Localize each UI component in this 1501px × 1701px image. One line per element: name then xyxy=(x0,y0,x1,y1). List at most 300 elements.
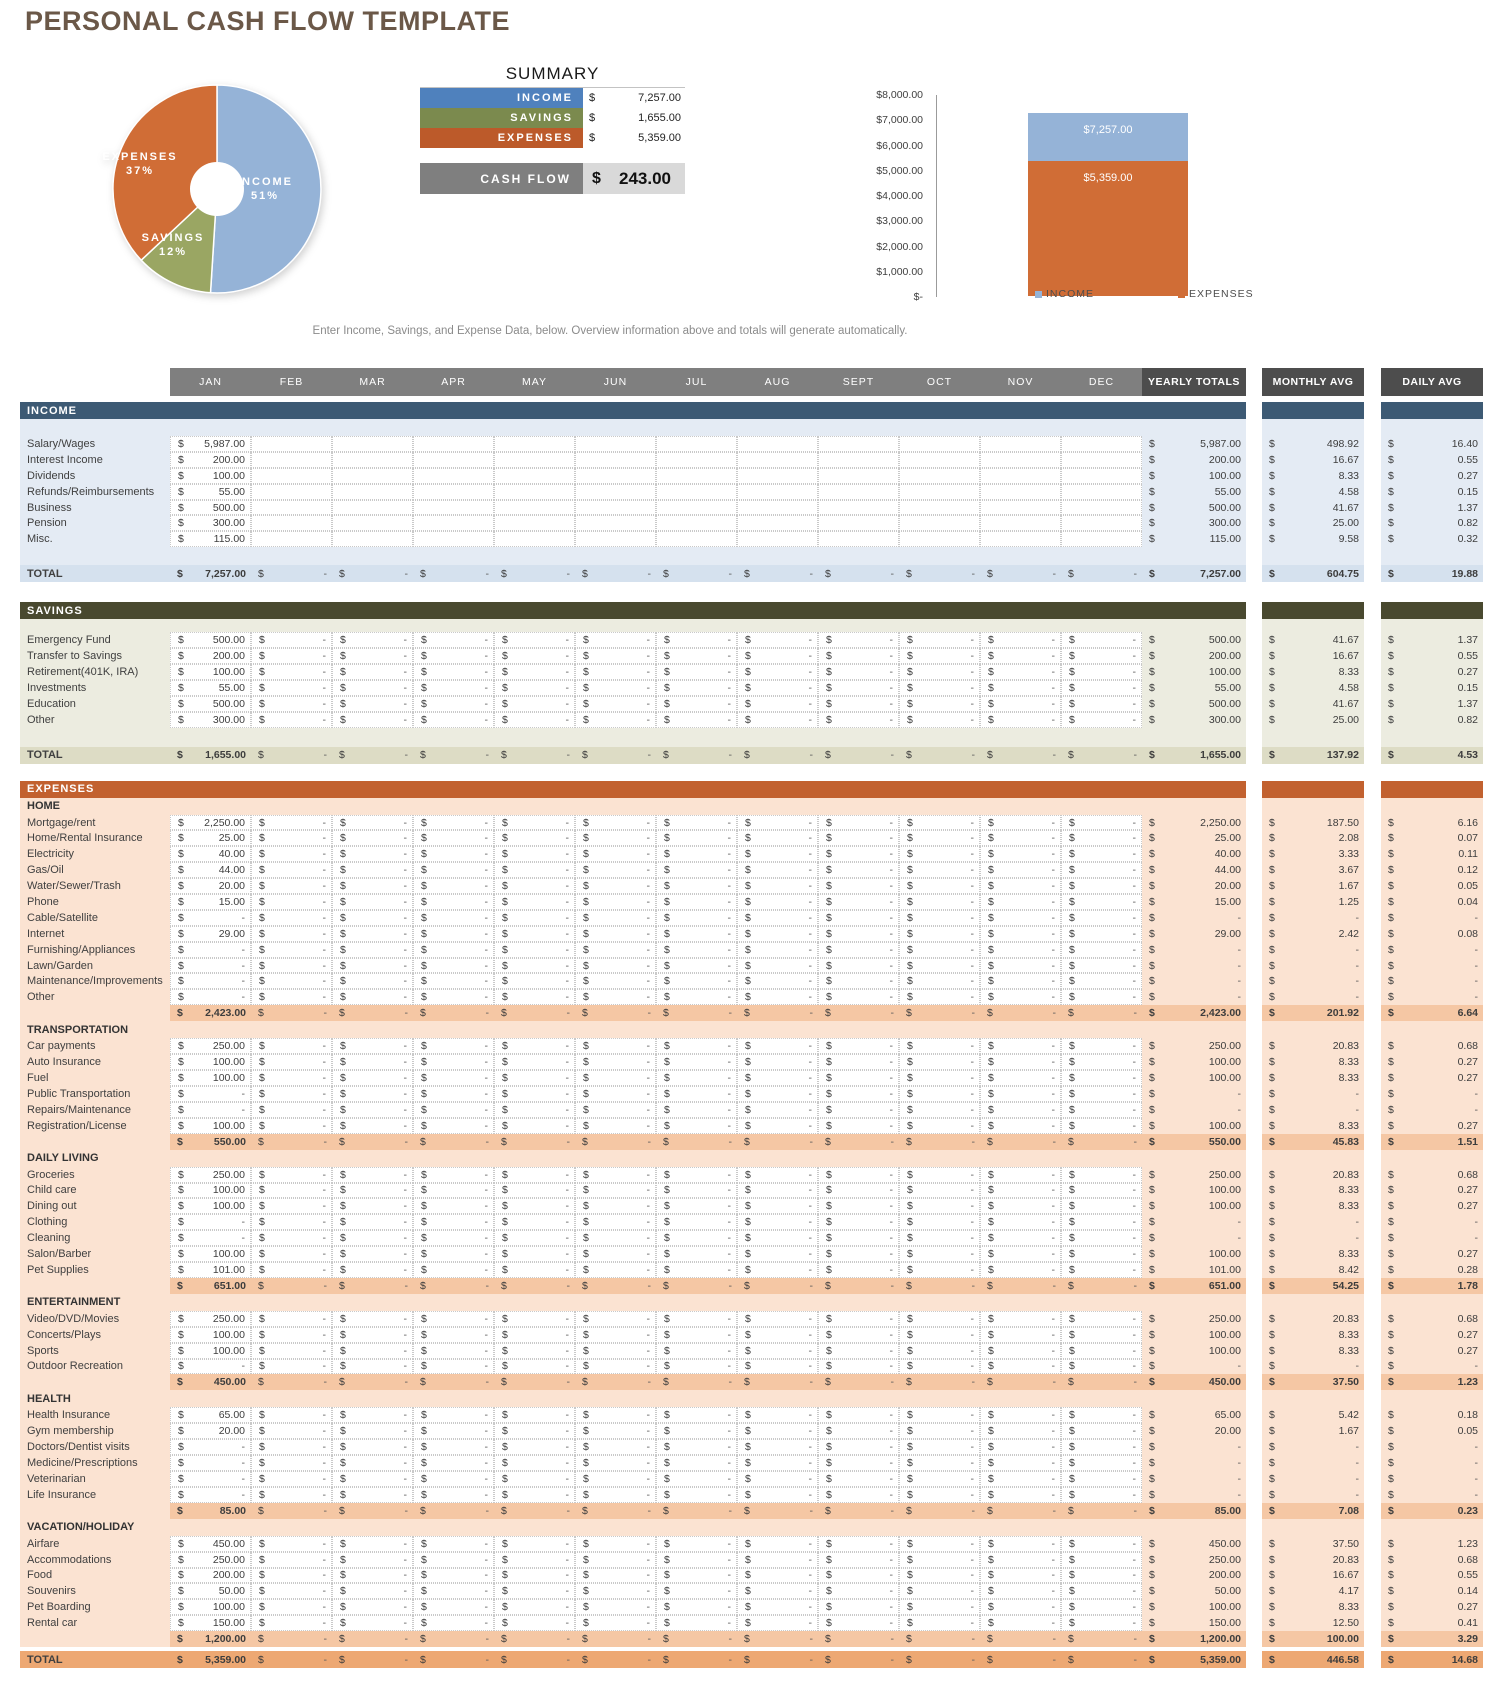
month-cell[interactable]: $ - xyxy=(575,1262,656,1278)
summary-savings-value-cell[interactable] xyxy=(583,108,685,128)
month-cell[interactable] xyxy=(332,436,413,452)
daily-avg-cell[interactable]: $ 0.27 xyxy=(1381,1246,1483,1262)
yearly-total-cell[interactable]: $ 100.00 xyxy=(1142,1118,1246,1134)
month-cell-jan[interactable]: $ - xyxy=(170,1487,251,1503)
subtotal-month-cell[interactable]: $ - xyxy=(1061,1374,1142,1390)
month-cell[interactable]: $ - xyxy=(251,973,332,989)
month-cell-jan[interactable]: $ - xyxy=(170,1102,251,1118)
monthly-avg-cell[interactable]: $ - xyxy=(1262,1214,1364,1230)
monthly-avg-cell[interactable]: $ 41.67 xyxy=(1262,632,1364,648)
daily-avg-cell[interactable]: $ - xyxy=(1381,1439,1483,1455)
month-cell[interactable]: $ - xyxy=(1061,862,1142,878)
month-cell[interactable] xyxy=(818,531,899,547)
yearly-total-cell[interactable]: $ 250.00 xyxy=(1142,1167,1246,1183)
yearly-total-cell[interactable]: $ 65.00 xyxy=(1142,1407,1246,1423)
row-label[interactable]: Child care xyxy=(20,1183,170,1199)
total-month-cell[interactable]: $ - xyxy=(737,747,818,764)
monthly-avg-cell[interactable]: $ 9.58 xyxy=(1262,531,1364,547)
month-cell[interactable]: $ - xyxy=(251,696,332,712)
month-cell[interactable]: $ - xyxy=(332,862,413,878)
yearly-total-cell[interactable]: $ - xyxy=(1142,1230,1246,1246)
total-month-cell[interactable]: $ - xyxy=(575,1651,656,1668)
subtotal-yearly-cell[interactable]: $ 1,200.00 xyxy=(1142,1631,1246,1647)
monthly-avg-cell[interactable]: $ - xyxy=(1262,1086,1364,1102)
month-cell[interactable]: $ - xyxy=(332,1343,413,1359)
month-cell[interactable]: $ - xyxy=(980,1311,1061,1327)
monthly-avg-cell[interactable]: $ 16.67 xyxy=(1262,1568,1364,1584)
yearly-total-cell[interactable]: $ 200.00 xyxy=(1142,1568,1246,1584)
month-cell[interactable]: $ - xyxy=(656,1536,737,1552)
total-daily-cell[interactable]: $ 19.88 xyxy=(1381,565,1483,582)
month-cell[interactable]: $ - xyxy=(251,958,332,974)
month-cell[interactable]: $ - xyxy=(656,989,737,1005)
yearly-total-cell[interactable]: $ 500.00 xyxy=(1142,632,1246,648)
month-cell[interactable]: $ - xyxy=(980,1439,1061,1455)
month-cell[interactable]: $ - xyxy=(656,1423,737,1439)
month-cell[interactable]: $ - xyxy=(575,1536,656,1552)
subtotal-daily-cell[interactable]: $ 1.51 xyxy=(1381,1134,1483,1150)
row-label[interactable]: Video/DVD/Movies xyxy=(20,1311,170,1327)
month-cell[interactable]: $ - xyxy=(656,1599,737,1615)
monthly-avg-cell[interactable]: $ - xyxy=(1262,1455,1364,1471)
month-cell[interactable]: $ - xyxy=(494,1552,575,1568)
month-cell[interactable]: $ - xyxy=(413,910,494,926)
month-cell[interactable]: $ - xyxy=(1061,1262,1142,1278)
month-cell[interactable]: $ - xyxy=(575,815,656,831)
month-cell[interactable]: $ - xyxy=(899,1327,980,1343)
monthly-avg-cell[interactable]: $ 4.58 xyxy=(1262,484,1364,500)
month-cell[interactable]: $ - xyxy=(413,1423,494,1439)
month-cell[interactable]: $ - xyxy=(656,664,737,680)
total-month-cell[interactable]: $ - xyxy=(251,565,332,582)
month-cell[interactable]: $ - xyxy=(818,1615,899,1631)
month-cell[interactable]: $ - xyxy=(575,926,656,942)
month-cell[interactable]: $ - xyxy=(1061,1471,1142,1487)
row-label[interactable]: Life Insurance xyxy=(20,1487,170,1503)
month-cell-jan[interactable]: $ 20.00 xyxy=(170,878,251,894)
month-cell[interactable]: $ - xyxy=(818,1102,899,1118)
row-label[interactable]: Groceries xyxy=(20,1167,170,1183)
month-cell[interactable]: $ - xyxy=(494,1568,575,1584)
month-cell[interactable]: $ - xyxy=(413,1343,494,1359)
month-cell[interactable]: $ - xyxy=(737,1407,818,1423)
month-cell[interactable]: $ - xyxy=(818,942,899,958)
month-cell[interactable] xyxy=(899,500,980,516)
subtotal-month-cell[interactable]: $ - xyxy=(332,1278,413,1294)
subtotal-month-cell[interactable]: $ - xyxy=(980,1278,1061,1294)
daily-avg-cell[interactable]: $ 0.55 xyxy=(1381,452,1483,468)
month-cell-jan[interactable]: $ 2,250.00 xyxy=(170,815,251,831)
month-cell[interactable]: $ - xyxy=(575,632,656,648)
daily-avg-cell[interactable]: $ 0.15 xyxy=(1381,484,1483,500)
month-cell[interactable]: $ - xyxy=(656,878,737,894)
monthly-avg-cell[interactable]: $ 3.67 xyxy=(1262,862,1364,878)
month-cell[interactable]: $ - xyxy=(656,830,737,846)
month-cell[interactable]: $ - xyxy=(1061,1487,1142,1503)
daily-avg-cell[interactable]: $ 0.27 xyxy=(1381,664,1483,680)
month-cell[interactable]: $ - xyxy=(332,1583,413,1599)
month-cell[interactable]: $ - xyxy=(494,1455,575,1471)
month-cell[interactable]: $ - xyxy=(656,1167,737,1183)
month-cell[interactable]: $ - xyxy=(737,1070,818,1086)
month-cell[interactable]: $ - xyxy=(737,1359,818,1375)
row-label[interactable]: Airfare xyxy=(20,1536,170,1552)
month-cell[interactable]: $ - xyxy=(656,1102,737,1118)
yearly-total-cell[interactable]: $ 100.00 xyxy=(1142,1054,1246,1070)
month-cell[interactable]: $ - xyxy=(1061,1552,1142,1568)
month-cell[interactable] xyxy=(818,484,899,500)
month-cell[interactable]: $ - xyxy=(818,1038,899,1054)
monthly-avg-cell[interactable]: $ 1.67 xyxy=(1262,878,1364,894)
month-cell[interactable]: $ - xyxy=(980,1262,1061,1278)
subtotal-month-cell[interactable]: $ - xyxy=(899,1134,980,1150)
yearly-total-cell[interactable]: $ 40.00 xyxy=(1142,846,1246,862)
month-cell[interactable]: $ - xyxy=(899,973,980,989)
month-cell[interactable]: $ - xyxy=(332,1230,413,1246)
subtotal-month-cell[interactable]: $ - xyxy=(899,1374,980,1390)
subtotal-month-cell[interactable]: $ - xyxy=(818,1278,899,1294)
month-cell[interactable]: $ - xyxy=(413,1102,494,1118)
month-cell-jan[interactable]: $ 5,987.00 xyxy=(170,436,251,452)
month-cell[interactable]: $ - xyxy=(575,680,656,696)
month-cell[interactable]: $ - xyxy=(980,1583,1061,1599)
month-cell[interactable]: $ - xyxy=(494,1599,575,1615)
month-cell[interactable] xyxy=(494,436,575,452)
subtotal-month-cell[interactable]: $ - xyxy=(413,1005,494,1021)
row-label[interactable]: Retirement(401K, IRA) xyxy=(20,664,170,680)
monthly-avg-cell[interactable]: $ 8.33 xyxy=(1262,1327,1364,1343)
daily-avg-cell[interactable]: $ 0.82 xyxy=(1381,712,1483,728)
month-cell[interactable]: $ - xyxy=(899,1552,980,1568)
daily-avg-cell[interactable]: $ 0.27 xyxy=(1381,1327,1483,1343)
month-cell[interactable]: $ - xyxy=(818,910,899,926)
month-cell[interactable] xyxy=(899,452,980,468)
row-label[interactable]: Cleaning xyxy=(20,1230,170,1246)
month-cell[interactable]: $ - xyxy=(251,862,332,878)
month-cell[interactable]: $ - xyxy=(494,958,575,974)
subtotal-monthly-cell[interactable]: $ 201.92 xyxy=(1262,1005,1364,1021)
monthly-avg-cell[interactable]: $ 8.33 xyxy=(1262,1054,1364,1070)
month-cell-jan[interactable]: $ - xyxy=(170,1214,251,1230)
month-cell[interactable]: $ - xyxy=(413,1246,494,1262)
yearly-total-cell[interactable]: $ 100.00 xyxy=(1142,1246,1246,1262)
month-cell[interactable]: $ - xyxy=(413,894,494,910)
month-cell[interactable]: $ - xyxy=(818,664,899,680)
month-cell[interactable]: $ - xyxy=(575,1407,656,1423)
month-cell[interactable]: $ - xyxy=(818,1552,899,1568)
month-cell[interactable]: $ - xyxy=(575,894,656,910)
total-month-cell[interactable]: $ - xyxy=(980,747,1061,764)
month-cell[interactable]: $ - xyxy=(494,632,575,648)
month-cell[interactable]: $ - xyxy=(899,1118,980,1134)
month-cell[interactable] xyxy=(413,468,494,484)
daily-avg-cell[interactable]: $ 0.27 xyxy=(1381,1183,1483,1199)
month-cell[interactable]: $ - xyxy=(575,648,656,664)
month-cell[interactable]: $ - xyxy=(251,815,332,831)
month-cell[interactable]: $ - xyxy=(332,1439,413,1455)
month-cell[interactable] xyxy=(494,452,575,468)
month-cell[interactable]: $ - xyxy=(1061,1407,1142,1423)
daily-avg-cell[interactable]: $ - xyxy=(1381,1471,1483,1487)
daily-avg-cell[interactable]: $ 0.11 xyxy=(1381,846,1483,862)
month-cell[interactable]: $ - xyxy=(980,958,1061,974)
month-cell[interactable]: $ - xyxy=(413,815,494,831)
total-month-cell[interactable]: $ - xyxy=(818,1651,899,1668)
monthly-avg-cell[interactable]: $ - xyxy=(1262,958,1364,974)
monthly-avg-cell[interactable]: $ 20.83 xyxy=(1262,1167,1364,1183)
month-cell[interactable]: $ - xyxy=(737,680,818,696)
month-cell[interactable]: $ - xyxy=(818,632,899,648)
row-label[interactable]: Mortgage/rent xyxy=(20,815,170,831)
row-label[interactable]: Food xyxy=(20,1568,170,1584)
month-cell[interactable]: $ - xyxy=(494,1487,575,1503)
month-cell[interactable]: $ - xyxy=(1061,1102,1142,1118)
row-label[interactable]: Rental car xyxy=(20,1615,170,1631)
month-cell[interactable]: $ - xyxy=(818,696,899,712)
month-cell[interactable]: $ - xyxy=(494,1439,575,1455)
total-month-cell[interactable]: $ - xyxy=(899,565,980,582)
row-label[interactable]: Accommodations xyxy=(20,1552,170,1568)
total-monthly-cell[interactable]: $ 604.75 xyxy=(1262,565,1364,582)
monthly-avg-cell[interactable]: $ - xyxy=(1262,942,1364,958)
month-cell[interactable] xyxy=(899,484,980,500)
row-label[interactable]: Clothing xyxy=(20,1214,170,1230)
month-cell[interactable]: $ - xyxy=(413,862,494,878)
month-cell-jan[interactable]: $ 200.00 xyxy=(170,1568,251,1584)
month-cell[interactable]: $ - xyxy=(818,1246,899,1262)
month-cell[interactable]: $ - xyxy=(899,1583,980,1599)
month-cell[interactable]: $ - xyxy=(818,1054,899,1070)
month-cell[interactable] xyxy=(818,452,899,468)
month-cell-jan[interactable]: $ - xyxy=(170,1439,251,1455)
month-cell[interactable]: $ - xyxy=(413,1439,494,1455)
month-cell[interactable] xyxy=(575,484,656,500)
month-cell[interactable]: $ - xyxy=(1061,1423,1142,1439)
month-cell[interactable]: $ - xyxy=(899,1230,980,1246)
month-cell[interactable] xyxy=(494,468,575,484)
month-cell[interactable]: $ - xyxy=(575,1327,656,1343)
month-cell[interactable]: $ - xyxy=(251,830,332,846)
month-cell[interactable]: $ - xyxy=(413,1054,494,1070)
subtotal-month-cell[interactable]: $ - xyxy=(656,1134,737,1150)
yearly-total-cell[interactable]: $ 200.00 xyxy=(1142,452,1246,468)
month-cell[interactable]: $ - xyxy=(980,910,1061,926)
month-cell[interactable]: $ - xyxy=(332,926,413,942)
month-cell-jan[interactable]: $ - xyxy=(170,989,251,1005)
month-cell[interactable]: $ - xyxy=(737,1536,818,1552)
row-label[interactable]: Pension xyxy=(20,515,170,531)
subtotal-month-cell[interactable]: $ - xyxy=(575,1503,656,1519)
month-cell[interactable]: $ - xyxy=(737,846,818,862)
month-cell[interactable]: $ - xyxy=(737,1327,818,1343)
daily-avg-cell[interactable]: $ 0.04 xyxy=(1381,894,1483,910)
month-cell[interactable]: $ - xyxy=(413,1568,494,1584)
subtotal-month-cell[interactable]: $ - xyxy=(656,1278,737,1294)
month-cell[interactable]: $ - xyxy=(1061,632,1142,648)
month-cell[interactable]: $ - xyxy=(899,696,980,712)
month-cell[interactable]: $ - xyxy=(332,878,413,894)
subtotal-month-cell[interactable]: $ - xyxy=(656,1374,737,1390)
month-cell[interactable]: $ - xyxy=(413,1615,494,1631)
month-cell[interactable]: $ - xyxy=(494,664,575,680)
month-cell[interactable]: $ - xyxy=(818,1471,899,1487)
month-cell[interactable]: $ - xyxy=(899,846,980,862)
month-cell[interactable] xyxy=(332,452,413,468)
subtotal-month-cell[interactable]: $ - xyxy=(332,1374,413,1390)
month-cell-jan[interactable]: $ 200.00 xyxy=(170,648,251,664)
month-cell[interactable]: $ - xyxy=(413,973,494,989)
month-cell[interactable]: $ - xyxy=(899,1487,980,1503)
month-cell[interactable] xyxy=(575,531,656,547)
month-cell[interactable]: $ - xyxy=(332,1262,413,1278)
month-cell[interactable]: $ - xyxy=(251,1230,332,1246)
month-cell[interactable]: $ - xyxy=(1061,894,1142,910)
month-cell[interactable]: $ - xyxy=(818,1167,899,1183)
month-cell[interactable]: $ - xyxy=(980,942,1061,958)
subtotal-month-cell[interactable]: $ - xyxy=(575,1278,656,1294)
month-cell[interactable]: $ - xyxy=(656,1359,737,1375)
month-cell[interactable]: $ - xyxy=(251,664,332,680)
row-label[interactable]: Souvenirs xyxy=(20,1583,170,1599)
month-cell[interactable]: $ - xyxy=(656,1311,737,1327)
subtotal-month-cell[interactable]: $ - xyxy=(818,1631,899,1647)
total-month-cell[interactable]: $ - xyxy=(332,747,413,764)
yearly-total-cell[interactable]: $ - xyxy=(1142,1086,1246,1102)
month-cell[interactable]: $ - xyxy=(575,1118,656,1134)
month-cell[interactable]: $ - xyxy=(818,1262,899,1278)
yearly-total-cell[interactable]: $ - xyxy=(1142,958,1246,974)
month-cell[interactable]: $ - xyxy=(980,664,1061,680)
subtotal-month-cell[interactable]: $ - xyxy=(737,1005,818,1021)
month-cell[interactable] xyxy=(899,531,980,547)
month-cell[interactable]: $ - xyxy=(332,648,413,664)
month-cell[interactable]: $ - xyxy=(899,680,980,696)
month-cell[interactable] xyxy=(980,515,1061,531)
month-cell[interactable]: $ - xyxy=(980,1487,1061,1503)
month-cell[interactable]: $ - xyxy=(656,942,737,958)
month-cell[interactable]: $ - xyxy=(413,632,494,648)
total-month-cell[interactable]: $ - xyxy=(899,747,980,764)
month-cell[interactable]: $ - xyxy=(737,1102,818,1118)
month-cell[interactable]: $ - xyxy=(899,878,980,894)
subtotal-month-cell[interactable]: $ - xyxy=(656,1631,737,1647)
month-cell[interactable]: $ - xyxy=(251,1262,332,1278)
month-cell[interactable]: $ - xyxy=(980,1327,1061,1343)
month-cell[interactable]: $ - xyxy=(737,1615,818,1631)
month-cell[interactable]: $ - xyxy=(332,830,413,846)
monthly-avg-cell[interactable]: $ - xyxy=(1262,1439,1364,1455)
monthly-avg-cell[interactable]: $ 25.00 xyxy=(1262,712,1364,728)
month-cell[interactable]: $ - xyxy=(656,1583,737,1599)
month-cell[interactable]: $ - xyxy=(980,1455,1061,1471)
month-cell-jan[interactable]: $ 101.00 xyxy=(170,1262,251,1278)
month-cell[interactable]: $ - xyxy=(818,712,899,728)
month-cell[interactable] xyxy=(251,468,332,484)
month-cell[interactable] xyxy=(980,452,1061,468)
month-cell[interactable]: $ - xyxy=(980,1471,1061,1487)
daily-avg-cell[interactable]: $ 0.07 xyxy=(1381,830,1483,846)
month-cell[interactable]: $ - xyxy=(980,1536,1061,1552)
month-cell[interactable]: $ - xyxy=(575,958,656,974)
subtotal-daily-cell[interactable]: $ 6.64 xyxy=(1381,1005,1483,1021)
month-cell[interactable]: $ - xyxy=(737,1487,818,1503)
month-cell[interactable]: $ - xyxy=(980,1086,1061,1102)
month-cell[interactable]: $ - xyxy=(980,1599,1061,1615)
month-cell[interactable]: $ - xyxy=(1061,1536,1142,1552)
row-label[interactable]: Other xyxy=(20,989,170,1005)
total-month-cell[interactable]: $ - xyxy=(575,565,656,582)
month-cell[interactable]: $ - xyxy=(1061,958,1142,974)
month-cell[interactable]: $ - xyxy=(494,926,575,942)
month-cell[interactable]: $ - xyxy=(818,1568,899,1584)
subtotal-jan-cell[interactable]: $ 450.00 xyxy=(170,1374,251,1390)
month-cell[interactable]: $ - xyxy=(980,1230,1061,1246)
month-cell[interactable]: $ - xyxy=(656,958,737,974)
month-cell[interactable]: $ - xyxy=(332,894,413,910)
month-cell[interactable]: $ - xyxy=(737,1471,818,1487)
month-cell[interactable]: $ - xyxy=(656,973,737,989)
monthly-avg-cell[interactable]: $ 1.25 xyxy=(1262,894,1364,910)
month-cell[interactable]: $ - xyxy=(332,1246,413,1262)
month-cell[interactable]: $ - xyxy=(818,1487,899,1503)
daily-avg-cell[interactable]: $ 6.16 xyxy=(1381,815,1483,831)
month-cell[interactable]: $ - xyxy=(737,696,818,712)
subtotal-month-cell[interactable]: $ - xyxy=(575,1631,656,1647)
month-cell[interactable]: $ - xyxy=(656,1054,737,1070)
monthly-avg-cell[interactable]: $ 2.42 xyxy=(1262,926,1364,942)
month-cell[interactable] xyxy=(1061,468,1142,484)
month-cell[interactable]: $ - xyxy=(413,1471,494,1487)
total-month-cell[interactable]: $ - xyxy=(494,747,575,764)
total-month-cell[interactable]: $ - xyxy=(251,1651,332,1668)
row-label[interactable]: Salon/Barber xyxy=(20,1246,170,1262)
month-cell[interactable] xyxy=(656,468,737,484)
month-cell[interactable] xyxy=(575,515,656,531)
month-cell[interactable]: $ - xyxy=(575,1471,656,1487)
month-cell[interactable]: $ - xyxy=(413,1536,494,1552)
month-cell[interactable]: $ - xyxy=(737,1599,818,1615)
summary-expenses-value-cell[interactable] xyxy=(583,128,685,148)
month-cell[interactable]: $ - xyxy=(737,830,818,846)
month-cell[interactable]: $ - xyxy=(899,942,980,958)
monthly-avg-cell[interactable]: $ - xyxy=(1262,1102,1364,1118)
row-label[interactable]: Doctors/Dentist visits xyxy=(20,1439,170,1455)
month-cell[interactable] xyxy=(575,500,656,516)
month-cell[interactable]: $ - xyxy=(251,1487,332,1503)
yearly-total-cell[interactable]: $ - xyxy=(1142,1471,1246,1487)
month-cell[interactable] xyxy=(899,436,980,452)
month-cell[interactable]: $ - xyxy=(332,1487,413,1503)
month-cell-jan[interactable]: $ 500.00 xyxy=(170,696,251,712)
month-cell[interactable] xyxy=(1061,531,1142,547)
month-cell[interactable]: $ - xyxy=(656,1343,737,1359)
daily-avg-cell[interactable]: $ 0.68 xyxy=(1381,1167,1483,1183)
yearly-total-cell[interactable]: $ 100.00 xyxy=(1142,1327,1246,1343)
month-cell[interactable]: $ - xyxy=(656,1568,737,1584)
month-cell[interactable]: $ - xyxy=(251,1359,332,1375)
subtotal-monthly-cell[interactable]: $ 100.00 xyxy=(1262,1631,1364,1647)
month-cell[interactable]: $ - xyxy=(1061,1455,1142,1471)
month-cell[interactable] xyxy=(332,531,413,547)
month-cell[interactable]: $ - xyxy=(575,664,656,680)
subtotal-month-cell[interactable]: $ - xyxy=(251,1374,332,1390)
month-cell[interactable] xyxy=(1061,500,1142,516)
row-label[interactable]: Water/Sewer/Trash xyxy=(20,878,170,894)
month-cell[interactable] xyxy=(818,500,899,516)
month-cell[interactable]: $ - xyxy=(494,1583,575,1599)
month-cell[interactable]: $ - xyxy=(737,632,818,648)
month-cell[interactable]: $ - xyxy=(980,712,1061,728)
